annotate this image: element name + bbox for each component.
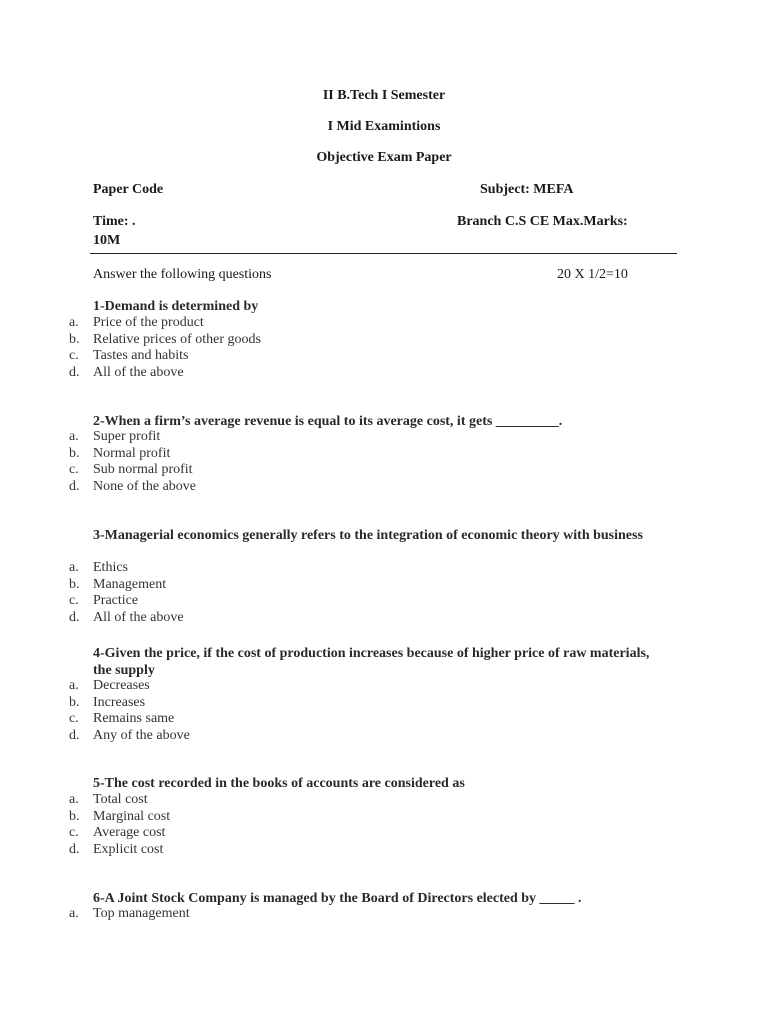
paper-code-label: Paper Code bbox=[93, 182, 164, 197]
branch-marks-label: Branch C.S CE Max.Marks: bbox=[457, 214, 628, 229]
max-marks-value: 10M bbox=[93, 233, 121, 248]
header-semester: II B.Tech I Semester bbox=[322, 88, 446, 103]
exam-paper: II B.Tech I Semester I Mid Examintions Objective Exam Paper Paper Code Subject: MEFA Time: . Branch C.S CE Max.Marks: 10M Answer the following questions 20 X 1/2=10 1-Demand is determined by a. Price of the product b. Relative prices of other goods c. Tastes and habits d. All of the above 2-When a firm’s average revenue is equal to its average cost, it gets _________. a. Super profit b. Normal profit c. Sub normal profit d. None of the above 3-Managerial economics generally refers to the integration of economic theory with business a. Ethics b. Management c. Practice d. All of the above 4-Given the price, if the cost of production increases because of higher price of raw materials, the supply a. Decreases b. Increases c. Remains same d. Any of the above 5-The cost recorded in the books of accounts are considered as a. Total cost b. Marginal cost c. Average cost d. Explicit cost 6-A Joint Stock Company is managed by the Board of Directors elected by _____ . a. Top management bbox=[0, 0, 768, 1024]
question-6: 6-A Joint Stock Company is managed by the Board of Directors elected by _____ . bbox=[93, 891, 582, 906]
subject-label: Subject: MEFA bbox=[480, 182, 574, 197]
header-exam-title: I Mid Examintions bbox=[327, 119, 441, 134]
scoring-text: 20 X 1/2=10 bbox=[557, 267, 628, 282]
question-5: 5-The cost recorded in the books of accounts are considered as bbox=[93, 776, 465, 791]
question-2: 2-When a firm’s average revenue is equal to its average cost, it gets _________. bbox=[93, 414, 563, 429]
instructions-text: Answer the following questions bbox=[93, 267, 272, 282]
question-3: 3-Managerial economics generally refers to the integration of economic theory with business bbox=[93, 528, 643, 543]
question-4: 4-Given the price, if the cost of production increases because of higher price of raw materials, the supply bbox=[93, 646, 650, 678]
header-divider bbox=[90, 253, 677, 254]
question-1: 1-Demand is determined by bbox=[93, 299, 259, 314]
time-label: Time: . bbox=[93, 214, 136, 229]
header-paper-type: Objective Exam Paper bbox=[316, 150, 452, 165]
